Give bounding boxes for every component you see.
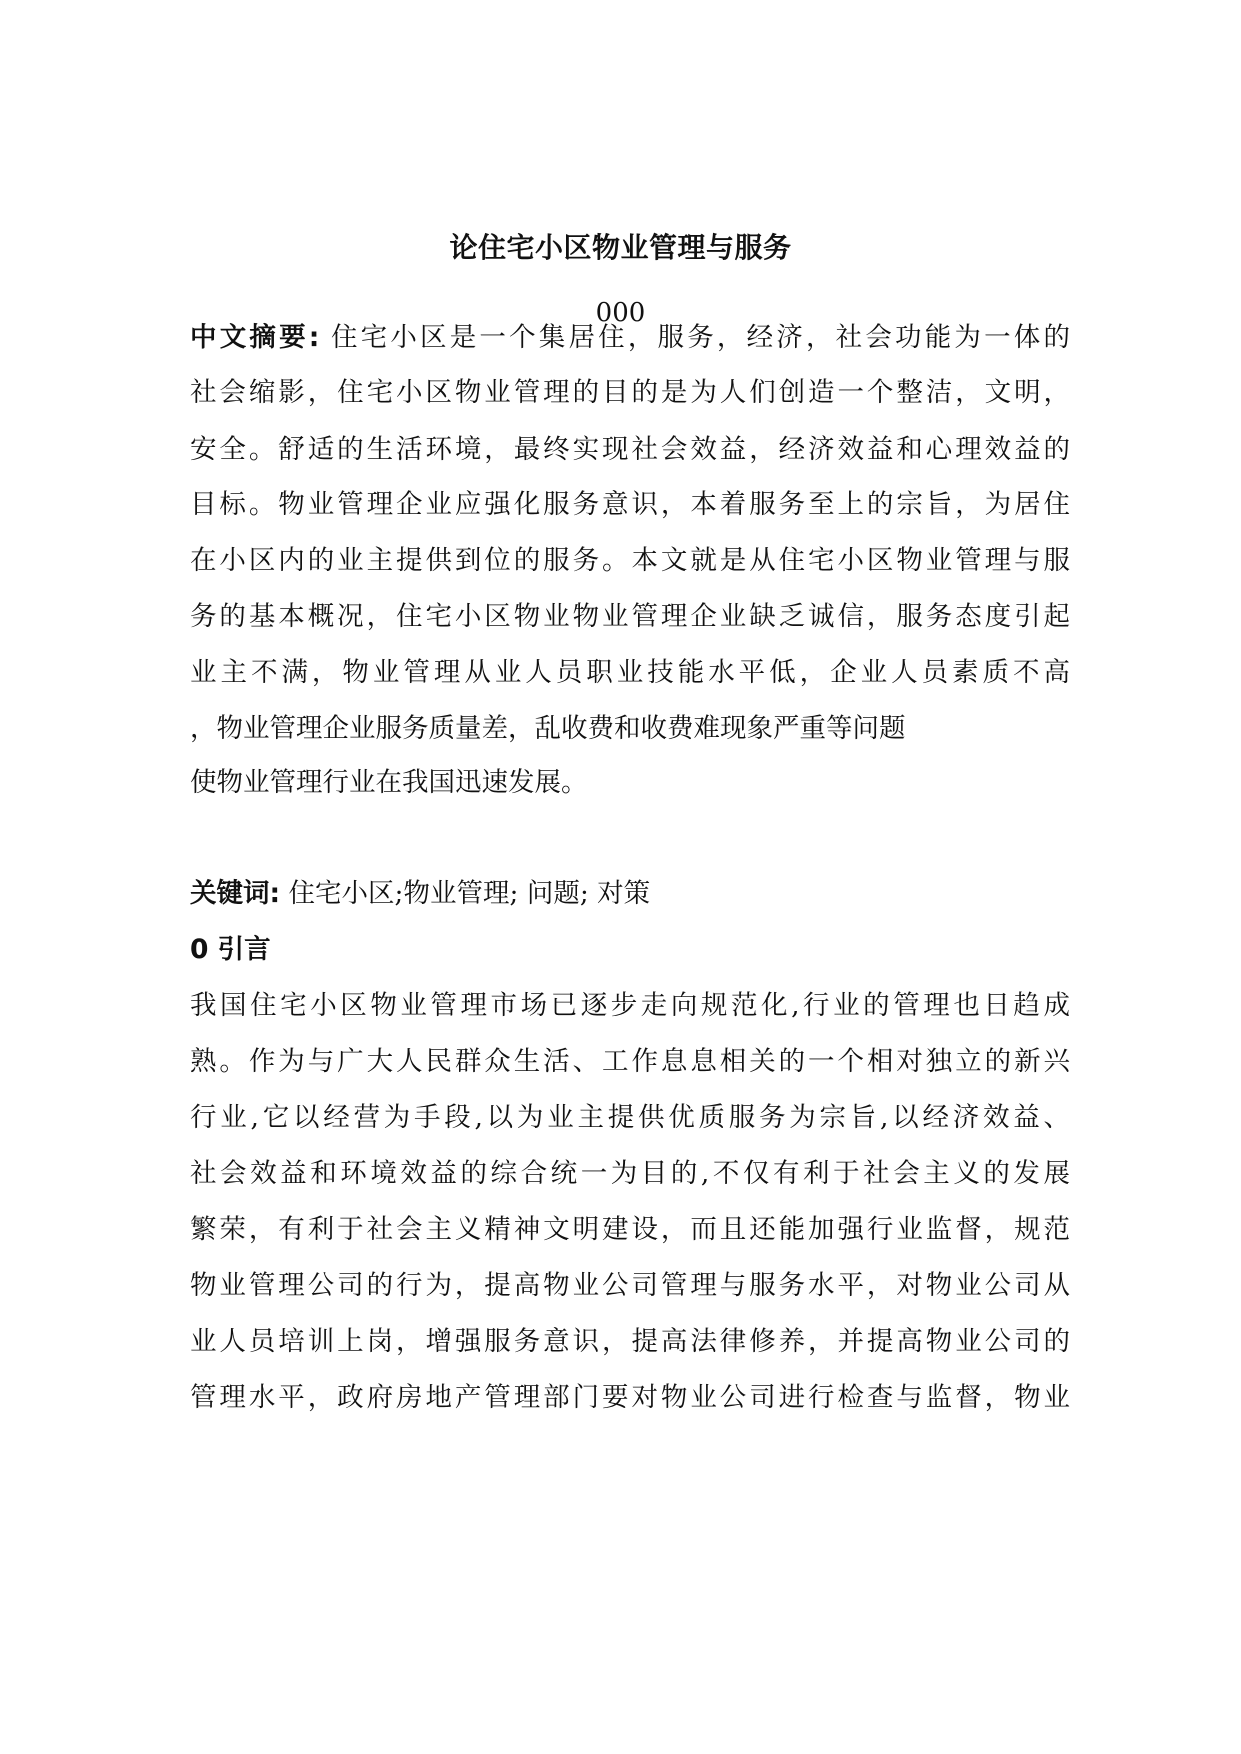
intro-line-1: 我国住宅小区物业管理市场已逐步走向规范化,行业的管理也日趋成 [190,990,1070,1021]
intro-line-2: 熟。作为与广大人民群众生活、工作息息相关的一个相对独立的新兴 [190,1046,1070,1077]
abstract-line-2: 社会缩影，住宅小区物业管理的目的是为人们创造一个整洁，文明， [190,377,1070,408]
abstract-line-10 [190,818,1070,858]
abstract-text: 住宅小区是一个集居住，服务，经济，社会功能为一体的 [319,322,1070,353]
abstract-line-8: ，物业管理企业服务质量差，乱收费和收费难现象严重等问题 [190,713,906,744]
paper-author: 000 [595,298,646,328]
keywords [190,874,1070,914]
paper-title: 论住宅小区物业管理与服务 [449,231,792,264]
abstract-line-6: 务的基本概况，住宅小区物业物业管理企业缺乏诚信，服务态度引起 [190,601,1070,632]
abstract-line-4: 目标。物业管理企业应强化服务意识，本着服务至上的宗旨，为居住 [190,489,1070,520]
intro-line-8: 管理水平，政府房地产管理部门要对物业公司进行检查与监督，物业 [190,1382,1070,1413]
intro-line-4: 社会效益和环境效益的综合统一为目的,不仅有利于社会主义的发展 [190,1158,1070,1189]
abstract-line-3: 安全。舒适的生活环境，最终实现社会效益，经济效益和心理效益的 [190,434,1070,465]
section-heading: 0 引言 [190,934,271,965]
intro-line-7: 业人员培训上岗，增强服务意识，提高法律修养，并提高物业公司的 [190,1326,1070,1357]
abstract-line-9: 使物业管理行业在我国迅速发展。 [190,767,588,798]
abstract-line-1 [190,318,1070,358]
abstract-label: 中文摘要: [190,322,320,353]
abstract-line-5: 在小区内的业主提供到位的服务。本文就是从住宅小区物业管理与服 [190,545,1070,576]
intro-line-3: 行业,它以经营为手段,以为业主提供优质服务为宗旨,以经济效益、 [190,1102,1070,1133]
keywords-text: 住宅小区;物业管理; 问题; 对策 [280,878,651,909]
keywords-label: 关键词: [190,878,281,909]
intro-line-5: 繁荣，有利于社会主义精神文明建设，而且还能加强行业监督，规范 [190,1214,1070,1245]
intro-line-6: 物业管理公司的行为，提高物业公司管理与服务水平，对物业公司从 [190,1270,1070,1301]
abstract-line-7: 业主不满，物业管理从业人员职业技能水平低，企业人员素质不高 [190,657,1070,688]
